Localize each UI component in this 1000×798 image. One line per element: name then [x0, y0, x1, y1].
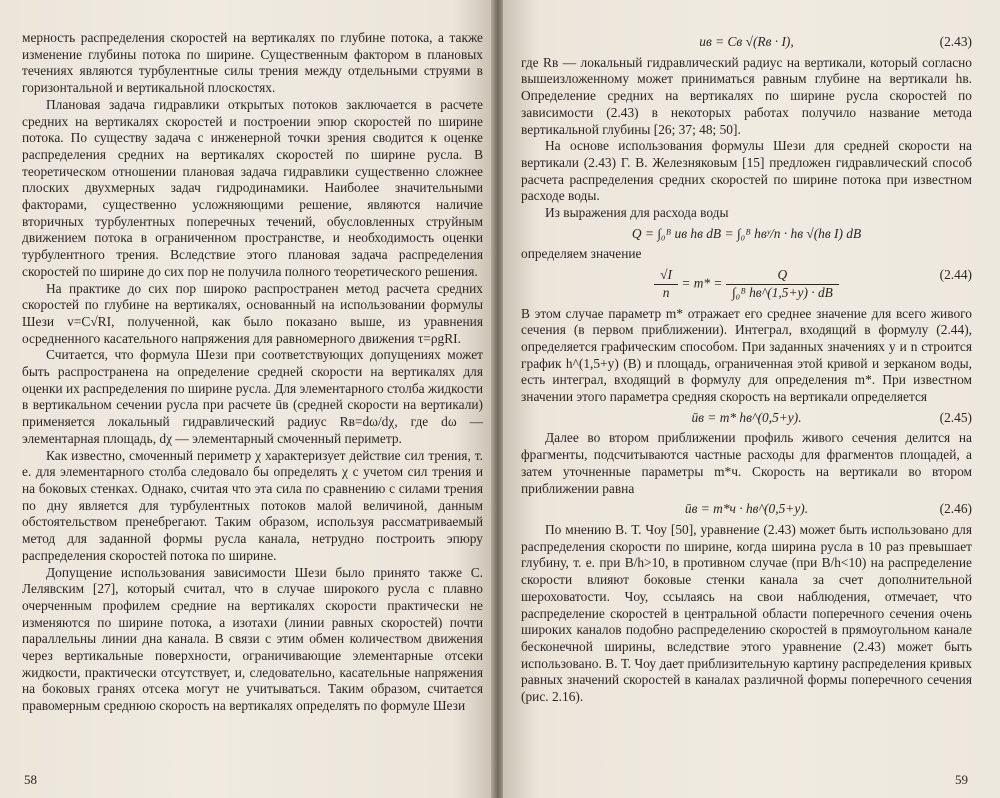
formula-discharge-body: Q = ∫₀ᴮ uв hв dB = ∫₀ᴮ hвʸ/n · hв √(hв I) dB	[631, 225, 862, 241]
fraction-numerator: √I	[654, 267, 678, 285]
left-paragraph-3: На практике до сих пор широко распространен метод расчета средних скоростей по глубине на вертикалях, основанный на использовании формулы Шези v=C√RI, полученной, как было показано выше, из уравнения осредненного касательного напряжения для равномерного движения τ=ρgRI.	[22, 280, 483, 346]
left-paragraph-6: Допущение использования зависимости Шези было принято также С. Лелявским [27], который считал, что в случае широкого русла с плавно очерченным профилем средние на вертикалях скорости практически не изменяются по ширине потока, а изотахи (линии равных скоростей) почти параллельны линии дна канала. В связи с этим обмен количеством движения через вертикальные поверхности, ограничивающие элементарные отсеки жидкости, практически отсутствует, и, следовательно, касательные напряжения на боковых гранях отсека могут не учитываться. Таким образом, считается правомерным среднюю скорость на вертикалях определять по формуле Шези	[22, 564, 483, 714]
formula-2-44-middle: = m* =	[681, 275, 723, 291]
formula-2-46	[521, 501, 972, 518]
left-page	[0, 0, 493, 798]
formula-2-46-body: ūв = m*ч · hв^(0,5+y).	[684, 501, 809, 517]
right-paragraph-3: Из выражения для расхода воды	[545, 205, 729, 221]
formula-discharge	[521, 226, 972, 243]
equation-number-2-44: (2.44)	[939, 267, 972, 283]
page-number-left: 58	[24, 772, 37, 787]
right-paragraph-7: По мнению В. Т. Чоу [50], уравнение (2.43) может быть использовано для распределения скорости по ширине, когда ширина русла в 10 раз превышает глубину, т. е. при B/h>10, в противном случае (при B/h<10) на распределение скорости влияют боковые стенки канала за счет дополнительной шероховатости. Чоу, ссылаясь на свои наблюдения, отмечает, что распределение скоростей в центральной области поперечного сечения очень широких каналов подобно распределению скоростей в прямоугольном канале бесконечной ширины, вследствие этого уравнение (2.43) может быть использовано. В. Т. Чоу дает приблизительную картину распределения кривых равных значений скоростей в каналах различной формы поперечного сечения (рис. 2.16).	[521, 521, 972, 705]
formula-2-43-body: uв = Cв √(Rв · I),	[699, 34, 794, 49]
left-paragraph-1: мерность распределения скоростей на вертикалях по глубине потока, а также изменение глубины потока по ширине. Существенным фактором в плановых течениях являются турбулентные силы трения между отдельными струями в горизонтальной и вертикальной плоскостях.	[22, 30, 483, 96]
right-paragraph-2: На основе использования формулы Шези для средней скорости на вертикали (2.43) Г. В. Железняковым [15] предложен гидравлический способ расчета распределения средних скоростей по ширине потока при известном расходе воды.	[521, 138, 972, 204]
left-paragraph-5: Как известно, смоченный периметр χ характеризует действие сил трения, т. е. для элементарного столба следовало бы определять χ с учетом сил трения и на боковых стенках. Однако, считая что эта сила по сравнению с силами трения по дну является для турбулентных потоков малой величиной, данным обстоятельством пренебрегают. Таким образом, используя рассматриваемый метод для заданной формы русла канала, нетрудно построить эпюру распределения скоростей потока по ширине.	[22, 447, 483, 563]
formula-2-43	[521, 34, 972, 51]
formula-2-44	[521, 267, 972, 301]
left-paragraph-4: Считается, что формула Шези при соответствующих допущениях может быть распространена на определение средней скорости на вертикалях для оценки их распределения по ширине русла. Для элементарного столба жидкости в вертикальном сечении русла при расчете ūв (средней скорости на вертикали) применяется локальный гидравлический радиус Rв=dω/dχ, где dω — элементарная площадь, dχ — элементарный смоченный периметр.	[22, 347, 483, 446]
equation-number-2-43: (2.43)	[939, 34, 972, 49]
formula-2-45	[521, 410, 972, 427]
equation-number-2-46: (2.46)	[939, 501, 972, 517]
fraction-sqrt-i-over-n	[654, 267, 678, 301]
fraction-numerator: Q	[726, 267, 839, 285]
fraction-denominator: n	[662, 284, 670, 300]
right-paragraph-6: Далее во втором приближении профиль живого сечения делится на фрагменты, подсчитываются частные расходы для фрагментов площадей, а затем уточненные параметры m*ч. Скорость на вертикали во втором приближении равна	[521, 430, 972, 496]
right-paragraph-5: В этом случае параметр m* отражает его среднее значение для всего живого сечения (в первом приближении). Интеграл, входящий в формулу (2.44), определяется графическим способом. При заданных значениях y и n строится график h^(1,5+y) (B) и площадь, ограниченная этой кривой и зерканом воды, есть интеграл, входящий в формулу для определения m*. При известном значении этого параметра средняя скорость на вертикали определяется	[521, 305, 972, 405]
right-page	[503, 0, 1000, 798]
formula-2-45-body: ūв = m* hв^(0,5+y).	[691, 409, 802, 425]
fraction-q-over-integral	[726, 267, 839, 301]
page-number-right: 59	[955, 772, 968, 787]
fraction-denominator: ∫₀ᴮ hв^(1,5+y) · dB	[731, 284, 833, 300]
equation-number-2-45: (2.45)	[939, 409, 972, 425]
right-paragraph-4: определяем значение	[521, 246, 642, 262]
right-paragraph-1: где Rв — локальный гидравлический радиус на вертикали, который согласно вышеизложенному может приниматься равным глубине на вертикали hв. Определение средних на вертикалях по ширине русла скоростей по зависимости (2.43) в некоторых работах получило название метода вертикальной глубины [26; 37; 48; 50].	[521, 54, 972, 137]
left-paragraph-2: Плановая задача гидравлики открытых потоков заключается в расчете средних на вертикалях скоростей и построении эпюр скоростей по ширине потока. По существу задача с инженерной точки зрения сводится к оценке распределения средних на вертикалях скоростей по ширине русла. В теоретическом отношении плановая задача гидравлики существенно сложнее плоских двухмерных задач гидродинамики. Наиболее значительными факторами, существенно усложняющими решение, являются наличие вторичных турбулентных поперечных течений, обусловленных струйным движением потока в ограниченном пространстве, и необходимость оценки турбулентного трения. Вследствие этого плановая задача распределения скоростей по ширине до сих пор не получила полного теоретического решения.	[22, 96, 483, 279]
